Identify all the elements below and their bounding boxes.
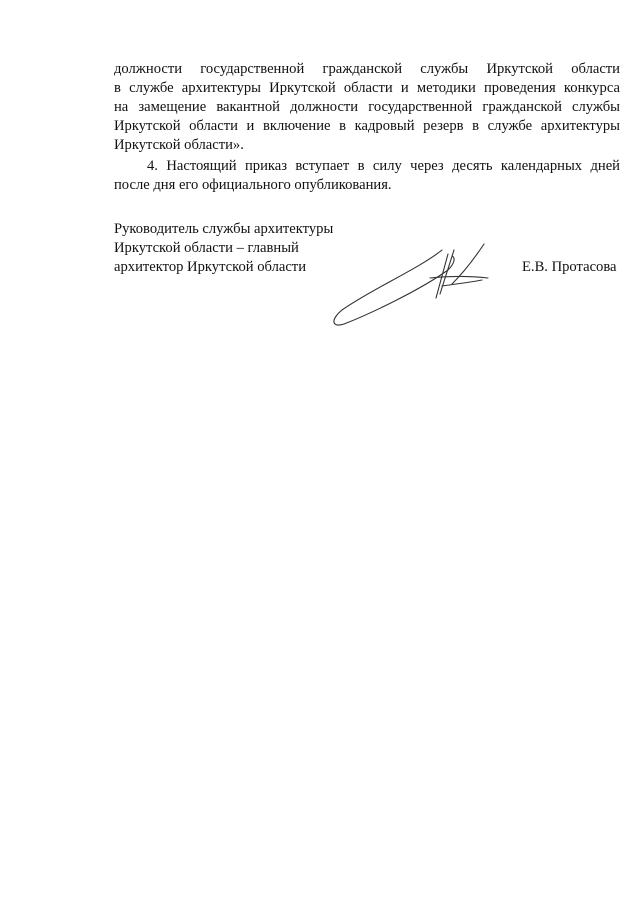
handwritten-signature xyxy=(330,238,500,330)
text-line: после дня его официального опубликования. xyxy=(114,177,392,193)
paragraph-continuation xyxy=(114,60,620,155)
text-line: 4. Настоящий приказ вступает в силу через десять календарных дней xyxy=(147,158,620,174)
paragraph-item-4 xyxy=(114,157,620,195)
text-line: должности государственной гражданской службы Иркутской области xyxy=(114,61,620,77)
signatory-title-line: Иркутской области – главный xyxy=(114,240,299,256)
signatory-title-line: архитектор Иркутской области xyxy=(114,259,306,275)
signature-stroke xyxy=(334,250,454,325)
text-line: в службе архитектуры Иркутской области и методики проведения конкурса xyxy=(114,80,620,96)
signatory-name: Е.В. Протасова xyxy=(522,259,617,275)
document-body xyxy=(114,60,620,195)
text-line: на замещение вакантной должности государственной гражданской службы xyxy=(114,99,620,115)
text-line: Иркутской области». xyxy=(114,137,244,153)
signature-stroke xyxy=(442,280,482,286)
signature-stroke xyxy=(452,244,484,284)
signatory-title xyxy=(114,220,333,277)
signatory-title-line: Руководитель службы архитектуры xyxy=(114,221,334,237)
text-line: Иркутской области и включение в кадровый резерв в службе архитектуры xyxy=(114,118,620,134)
